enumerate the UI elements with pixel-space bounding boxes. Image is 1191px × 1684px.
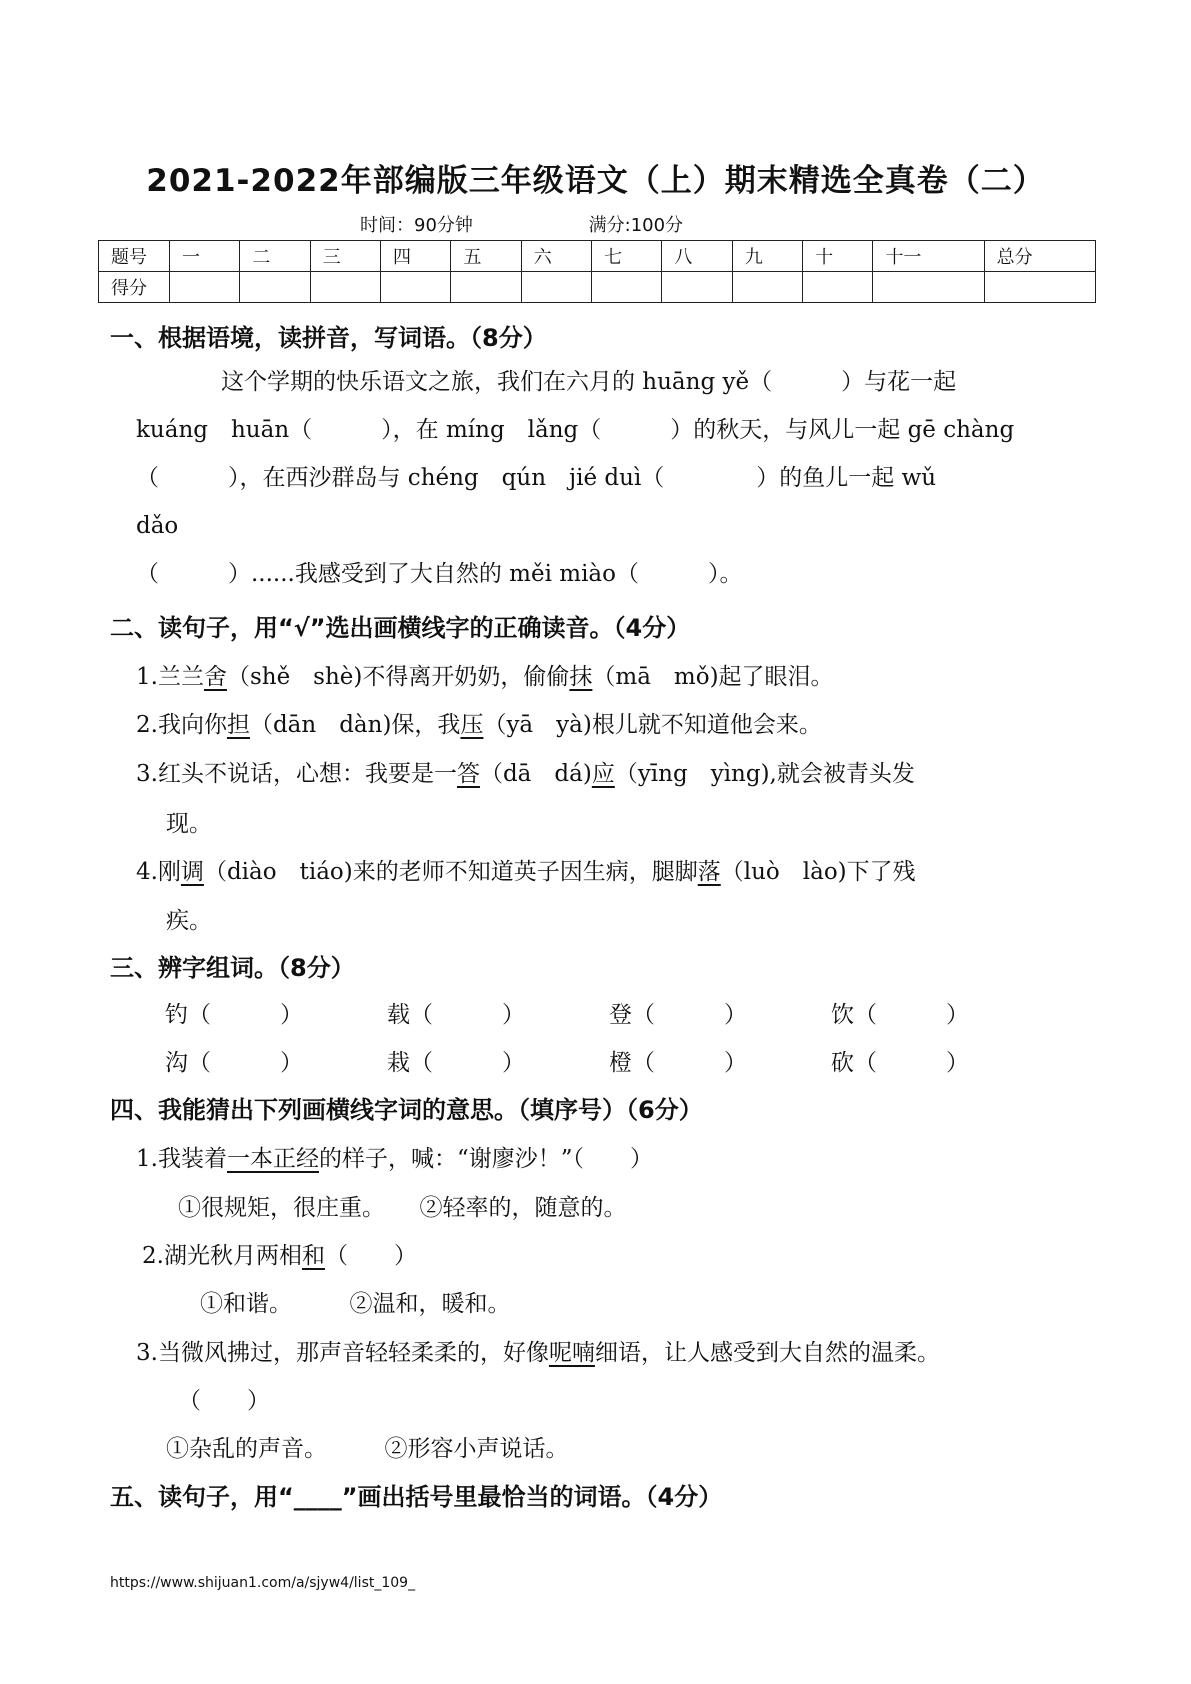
word-blank[interactable]: 栽（ ） xyxy=(387,1050,525,1076)
score-cell[interactable] xyxy=(381,272,451,303)
section2-question-4: 4.刚调（diào tiáo)来的老师不知道英子因生病，腿脚落（luò lào)下了残 xyxy=(136,859,916,885)
passage-line: （ ）......我感受到了大自然的 měi miào（ ）。 xyxy=(136,561,743,587)
header-cell: 七 xyxy=(592,241,662,272)
header-cell: 题号 xyxy=(99,241,170,272)
score-cell[interactable] xyxy=(521,272,591,303)
row-label: 得分 xyxy=(99,272,170,303)
header-cell: 一 xyxy=(170,241,240,272)
score-cell[interactable] xyxy=(240,272,310,303)
underlined-char: 调 xyxy=(180,859,204,885)
word-blank[interactable]: 沟（ ） xyxy=(165,1050,303,1076)
header-cell: 十一 xyxy=(873,241,984,272)
section4-question-1: 1.我装着一本正经的样子，喊：“谢廖沙！”（ ） xyxy=(136,1146,653,1172)
section4-heading: 四、我能猜出下列画横线字词的意思。（填序号）（6分） xyxy=(110,1096,703,1124)
section1-passage xyxy=(136,358,1091,598)
score-cell[interactable] xyxy=(310,272,380,303)
page-title: 2021-2022年部编版三年级语文（上）期末精选全真卷（二） xyxy=(146,163,1045,199)
header-cell: 九 xyxy=(732,241,802,272)
footer-url: https://www.shijuan1.com/a/sjyw4/list_109_ xyxy=(110,1575,416,1591)
word-blank[interactable]: 载（ ） xyxy=(387,1002,525,1028)
exam-meta xyxy=(360,211,683,237)
full-score: 满分:100分 xyxy=(588,215,684,236)
passage-line: kuáng huān（ ），在 míng lǎng（ ）的秋天，与风儿一起 gē chàng xyxy=(136,417,1015,443)
header-cell: 二 xyxy=(240,241,310,272)
score-cell[interactable] xyxy=(732,272,802,303)
word-blank[interactable]: 砍（ ） xyxy=(831,1050,969,1076)
section4-question-3: 3.当微风拂过，那声音轻轻柔柔的，好像呢喃细语，让人感受到大自然的温柔。 xyxy=(136,1340,940,1366)
score-cell[interactable] xyxy=(451,272,521,303)
underlined-char: 落 xyxy=(697,859,721,885)
score-table-header-row xyxy=(99,241,1096,272)
section4-q3-options: ①杂乱的声音。 ②形容小声说话。 xyxy=(166,1436,569,1462)
underlined-word: 和 xyxy=(301,1243,325,1269)
score-table xyxy=(98,240,1096,303)
passage-line: dǎo xyxy=(136,513,179,539)
word-row-1 xyxy=(165,996,1053,1029)
word-blank[interactable]: 橙（ ） xyxy=(609,1050,747,1076)
word-blank[interactable]: 饮（ ） xyxy=(831,1002,969,1028)
section2-heading: 二、读句子，用“√”选出画横线字的正确读音。（4分） xyxy=(110,614,691,642)
underlined-char: 担 xyxy=(226,712,250,738)
underlined-char: 应 xyxy=(591,761,615,787)
score-cell[interactable] xyxy=(803,272,873,303)
section1-heading: 一、根据语境，读拼音，写词语。（8分） xyxy=(110,324,547,352)
header-cell: 五 xyxy=(451,241,521,272)
header-cell: 四 xyxy=(381,241,451,272)
underlined-word: 呢喃 xyxy=(548,1340,595,1366)
underlined-char: 压 xyxy=(460,712,484,738)
score-cell[interactable] xyxy=(873,272,984,303)
section4-q3-answer[interactable]: （ ） xyxy=(178,1388,270,1414)
section5-heading: 五、读句子，用“____”画出括号里最恰当的词语。（4分） xyxy=(110,1483,723,1511)
section2-question-4-cont: 疾。 xyxy=(166,908,212,934)
header-cell: 八 xyxy=(662,241,732,272)
header-cell: 六 xyxy=(521,241,591,272)
time-limit: 时间：90分钟 xyxy=(360,215,473,236)
score-cell[interactable] xyxy=(662,272,732,303)
header-cell: 三 xyxy=(310,241,380,272)
underlined-char: 抹 xyxy=(569,664,593,690)
header-cell: 十 xyxy=(803,241,873,272)
section3-heading: 三、辨字组词。（8分） xyxy=(110,954,355,982)
score-cell[interactable] xyxy=(984,272,1095,303)
section4-q1-options: ①很规矩，很庄重。 ②轻率的，随意的。 xyxy=(178,1195,627,1221)
section2-question-1: 1.兰兰舍（shě shè)不得离开奶奶，偷偷抹（mā mǒ)起了眼泪。 xyxy=(136,664,834,690)
header-cell: 总分 xyxy=(984,241,1095,272)
underlined-char: 答 xyxy=(456,761,480,787)
underlined-word: 一本正经 xyxy=(226,1146,319,1172)
score-table-score-row xyxy=(99,272,1096,303)
section2-question-2: 2.我向你担（dān dàn)保，我压（yā yà)根儿就不知道他会来。 xyxy=(136,712,822,738)
section4-q2-options: ①和谐。 ②温和，暖和。 xyxy=(200,1291,511,1317)
score-cell[interactable] xyxy=(170,272,240,303)
section4-question-2: 2.湖光秋月两相和（ ） xyxy=(142,1243,417,1269)
word-blank[interactable]: 登（ ） xyxy=(609,1002,747,1028)
underlined-char: 舍 xyxy=(203,664,227,690)
section2-question-3: 3.红头不说话，心想：我要是一答（dā dá)应（yīng yìng),就会被青头发 xyxy=(136,761,915,787)
passage-line: （ ），在西沙群岛与 chéng qún jié duì（ ）的鱼儿一起 wǔ xyxy=(136,465,937,491)
section2-question-3-cont: 现。 xyxy=(166,811,212,837)
word-row-2 xyxy=(165,1044,1053,1077)
word-blank[interactable]: 钓（ ） xyxy=(165,1002,303,1028)
passage-line: 这个学期的快乐语文之旅，我们在六月的 huāng yě（ ）与花一起 xyxy=(221,369,957,395)
score-cell[interactable] xyxy=(592,272,662,303)
